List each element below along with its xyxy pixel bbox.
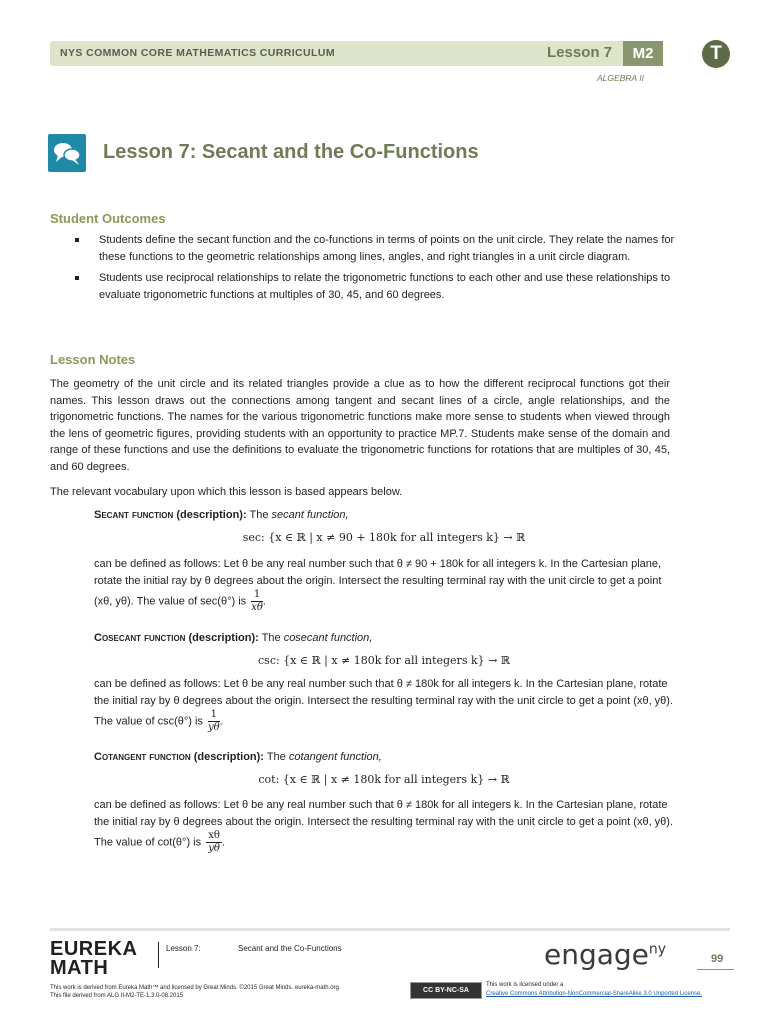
- module-badge: M2: [623, 41, 663, 66]
- footer-lesson: Lesson 7:: [166, 944, 201, 953]
- cotangent-heading: Cotangent function (description): The cotangent function,: [94, 751, 382, 763]
- engageny-logo: engage$^{ny}$: [544, 938, 667, 971]
- eureka-math-logo: EUREKA MATH: [50, 938, 138, 979]
- notes-paragraph: The geometry of the unit circle and its related triangles provide a clue as to how the different reciprocal functions got their names. This lesson draws out the connections among tangent and secant lines of a circle, angle relationships, and the trigonometric functions. The names for the various trigonometric functions make more sense to students when viewed through the lens of geometric figures, providing students with an opportunity to practice MP.7. Students make sense of the domain and range of these functions and use the definitions to evaluate the trigonometric functions for rotations that are multiples of 30, 45, and 60 degrees.: [50, 378, 670, 473]
- vocab-intro: The relevant vocabulary upon which this lesson is based appears below.: [50, 486, 403, 498]
- license-link[interactable]: Creative Commons Attribution-NonCommercial-ShareAlike 3.0 Unported License.: [486, 991, 703, 997]
- bullet-icon: [75, 238, 79, 242]
- list-item: Students use reciprocal relationships to relate the trigonometric functions to each other and use these relationships to evaluate trigonometric functions at multiples of 30, 45, and 60 degrees.: [75, 270, 675, 303]
- cosecant-formula: csc: {x ∈ ℝ | x ≠ 180k for all integers k} → ℝ: [258, 654, 510, 667]
- cotangent-formula: cot: {x ∈ ℝ | x ≠ 180k for all integers k} → ℝ: [258, 773, 510, 786]
- cosecant-fraction: $\frac{1}{y\theta}$: [208, 709, 220, 733]
- cosecant-heading: Cosecant function (description): The cosecant function,: [94, 632, 373, 644]
- copyright-notice: This work is derived from Eureka Math™ and licensed by Great Minds. ©2015 Great Minds. eureka-math.org This file derived from ALG II-M2-TE-1.3.0-08.2015: [50, 985, 339, 999]
- secant-description: can be defined as follows: Let θ be any real number such that θ ≠ 90 + 180k for all integers k. In the Cartesian plane, rotate the initial ray by θ degrees about the origin. Intersect the resulting terminal ray with the unit circle to get a point (xθ, yθ). The value of sec(θ°) is $\frac{1}{x\theta}$ .: [94, 558, 662, 613]
- cc-license-badge: CC BY-NC-SA: [410, 982, 482, 999]
- outcomes-list: [75, 232, 675, 308]
- bullet-icon: [75, 276, 79, 280]
- license-notice: This work is licensed under a Creative Commons Attribution-NonCommercial-ShareAlike 3.0 Unported License.: [486, 982, 703, 997]
- page-number: 99: [711, 953, 724, 965]
- footer-divider: [50, 928, 730, 931]
- cotangent-description: can be defined as follows: Let θ be any real number such that θ ≠ 180k for all integers k. In the Cartesian plane, rotate the initial ray by θ degrees about the origin. Intersect the resulting terminal ray with the unit circle to get a point (xθ, yθ). The value of cot(θ°) is $\frac{x\theta}{y\theta}$ .: [94, 799, 674, 854]
- teacher-badge: T: [702, 40, 730, 68]
- notes-heading: Lesson Notes: [50, 352, 136, 367]
- footer-lesson-title: Secant and the Co-Functions: [238, 944, 342, 953]
- outcomes-heading: Student Outcomes: [50, 211, 166, 226]
- cosecant-description: can be defined as follows: Let θ be any real number such that θ ≠ 180k for all integers k. In the Cartesian plane, rotate the initial ray by θ degrees about the origin. Intersect the resulting terminal ray with the unit circle to get a point (xθ, yθ). The value of csc(θ°) is $\frac{1}{y\theta}$ .: [94, 678, 674, 733]
- secant-fraction: $\frac{1}{x\theta}$: [251, 589, 263, 613]
- lesson-label: Lesson 7: [547, 44, 613, 61]
- course-label: ALGEBRA II: [597, 73, 644, 83]
- secant-heading: Secant function (description): The secant function,: [94, 509, 349, 521]
- footer-separator: [158, 942, 159, 968]
- cotangent-fraction: $\frac{x\theta}{y\theta}$: [208, 830, 220, 854]
- page-number-underline: [697, 969, 734, 970]
- discussion-icon: [48, 134, 86, 172]
- secant-formula: sec: {x ∈ ℝ | x ≠ 90 + 180k for all integers k} → ℝ: [242, 531, 526, 544]
- list-item: Students define the secant function and the co-functions in terms of points on the unit circle. They relate the names for these functions to the geometric relationships among lines, angles, and right triangles in a unit circle diagram.: [75, 232, 675, 265]
- page-title: Lesson 7: Secant and the Co-Functions: [103, 141, 479, 163]
- curriculum-label: NYS COMMON CORE MATHEMATICS CURRICULUM: [60, 47, 335, 59]
